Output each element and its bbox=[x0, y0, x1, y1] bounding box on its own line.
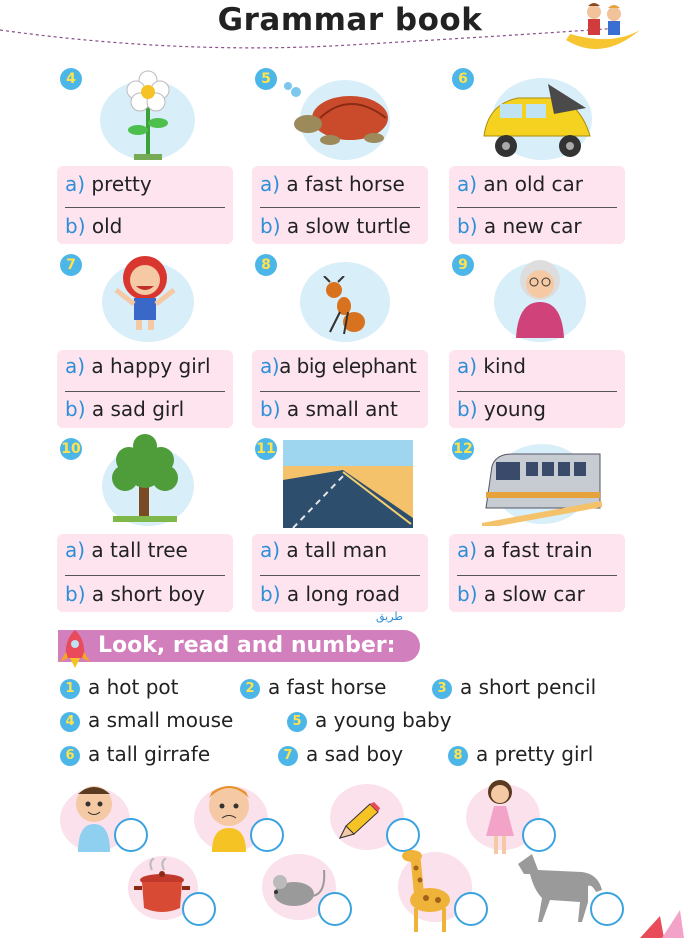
question-number: 7 bbox=[60, 254, 82, 276]
section-banner bbox=[58, 630, 420, 662]
corner-decoration bbox=[640, 906, 700, 938]
answer-card bbox=[449, 166, 625, 244]
pretty-girl-icon bbox=[476, 776, 524, 858]
list-item: 7 a sad boy bbox=[278, 742, 403, 766]
question-number: 5 bbox=[255, 68, 277, 90]
list-item: 1 a hot pot bbox=[60, 675, 179, 699]
divider bbox=[260, 391, 420, 392]
answer-circle[interactable] bbox=[114, 818, 148, 852]
turtle-icon bbox=[280, 80, 395, 150]
sad-boy-icon bbox=[200, 780, 258, 852]
option-b: b) a long road bbox=[260, 582, 400, 606]
answer-circle[interactable] bbox=[386, 818, 420, 852]
answer-card bbox=[252, 534, 428, 612]
question-number: 4 bbox=[60, 68, 82, 90]
option-a: a)a big elephant bbox=[260, 354, 417, 378]
answer-card bbox=[449, 350, 625, 428]
question-number: 10 bbox=[60, 438, 82, 460]
flower-icon bbox=[118, 68, 178, 163]
list-item: 3 a short pencil bbox=[432, 675, 596, 699]
option-b: b) young bbox=[457, 397, 546, 421]
answer-card bbox=[57, 350, 233, 428]
question-number: 6 bbox=[452, 68, 474, 90]
divider bbox=[457, 207, 617, 208]
answer-circle[interactable] bbox=[454, 892, 488, 926]
list-item: 8 a pretty girl bbox=[448, 742, 593, 766]
section-title: Look, read and number: bbox=[98, 633, 396, 658]
answer-circle[interactable] bbox=[590, 892, 624, 926]
answer-card bbox=[252, 350, 428, 428]
option-a: a) a tall man bbox=[260, 538, 388, 562]
option-b: b) a sad girl bbox=[65, 397, 185, 421]
option-b: b) a small ant bbox=[260, 397, 398, 421]
option-b: b) a slow turtle bbox=[260, 214, 411, 238]
divider bbox=[65, 575, 225, 576]
list-item: 5 a young baby bbox=[287, 708, 452, 732]
answer-circle[interactable] bbox=[318, 892, 352, 926]
divider bbox=[65, 207, 225, 208]
option-a: a) a tall tree bbox=[65, 538, 188, 562]
divider bbox=[457, 575, 617, 576]
list-item: 6 a tall girrafe bbox=[60, 742, 210, 766]
answer-circle[interactable] bbox=[250, 818, 284, 852]
option-a: a) pretty bbox=[65, 172, 152, 196]
giraffe-icon bbox=[398, 848, 454, 934]
happy-girl-icon bbox=[112, 254, 178, 334]
question-number: 9 bbox=[452, 254, 474, 276]
option-b: b) a slow car bbox=[457, 582, 585, 606]
grandmother-icon bbox=[510, 256, 570, 338]
baby-icon bbox=[66, 782, 122, 854]
answer-circle[interactable] bbox=[182, 892, 216, 926]
answer-card bbox=[252, 166, 428, 244]
divider bbox=[457, 391, 617, 392]
road-icon bbox=[283, 440, 413, 528]
option-b: b) old bbox=[65, 214, 123, 238]
handwritten-note: طريق bbox=[376, 610, 404, 623]
kids-on-banana-icon bbox=[562, 0, 642, 58]
tree-icon bbox=[105, 432, 185, 524]
option-a: a) kind bbox=[457, 354, 526, 378]
question-number: 11 bbox=[255, 438, 277, 460]
rocket-icon bbox=[60, 628, 90, 668]
option-a: a) an old car bbox=[457, 172, 584, 196]
pencil-icon bbox=[336, 800, 382, 842]
question-number: 12 bbox=[452, 438, 474, 460]
ant-icon bbox=[320, 276, 370, 336]
divider bbox=[260, 207, 420, 208]
answer-card bbox=[57, 534, 233, 612]
train-icon bbox=[482, 448, 602, 526]
answer-card bbox=[449, 534, 625, 612]
list-item: 2 a fast horse bbox=[240, 675, 386, 699]
answer-card bbox=[57, 166, 233, 244]
option-a: a) a fast train bbox=[457, 538, 593, 562]
divider bbox=[65, 391, 225, 392]
divider bbox=[260, 575, 420, 576]
option-a: a) a fast horse bbox=[260, 172, 405, 196]
answer-circle[interactable] bbox=[522, 818, 556, 852]
page-title: Grammar book bbox=[217, 2, 483, 38]
option-b: b) a short boy bbox=[65, 582, 205, 606]
option-b: b) a new car bbox=[457, 214, 582, 238]
question-number: 8 bbox=[255, 254, 277, 276]
option-a: a) a happy girl bbox=[65, 354, 211, 378]
old-car-icon bbox=[478, 78, 598, 163]
list-item: 4 a small mouse bbox=[60, 708, 233, 732]
